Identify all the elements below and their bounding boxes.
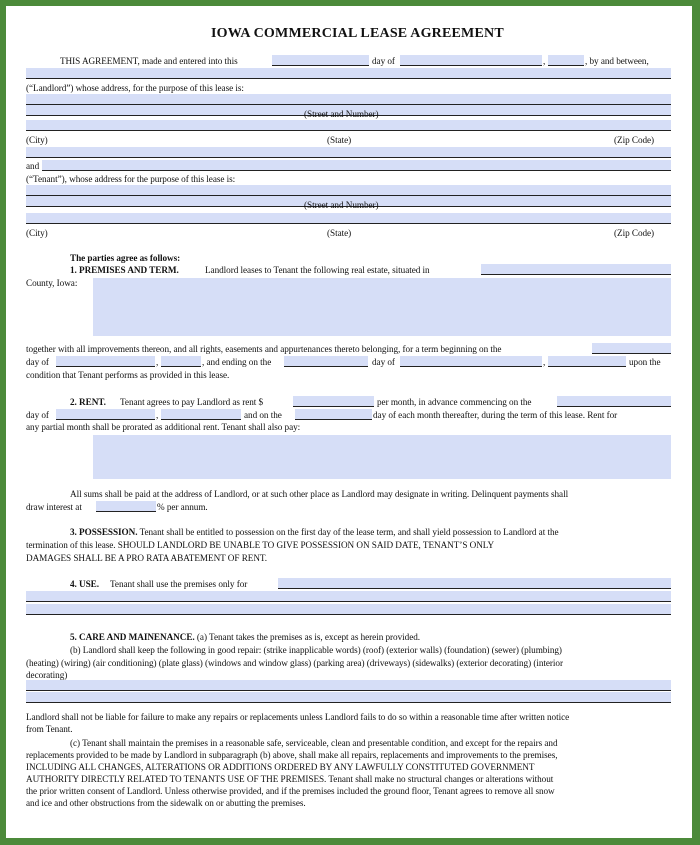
use-line-3-field[interactable] <box>26 604 671 615</box>
tenant-city-state-zip-field[interactable] <box>26 213 671 224</box>
interest-label: draw interest at <box>26 502 82 512</box>
section-4-heading: 4. USE. <box>70 579 100 589</box>
rent-each-month: day of each month thereafter, during the term of this lease. Rent for <box>373 410 618 420</box>
intro-day-of: day of <box>372 56 395 66</box>
repair-line-1-field[interactable] <box>26 680 671 691</box>
section-5-a-text: (a) Tenant takes the premises as is, except as herein provided. <box>196 632 421 642</box>
section-1-text: Landlord leases to Tenant the following real estate, situated in <box>205 265 430 275</box>
landlord-extra-field[interactable] <box>26 147 671 158</box>
section-5-c-line-4: AUTHORITY DIRECTLY RELATED TO TENANTS USE OF THE PREMISES. Tenant shall make no structural changes or alterations without <box>26 774 554 784</box>
landlord-zip-label: (Zip Code) <box>614 135 655 145</box>
landlord-city-state-zip-field[interactable] <box>26 120 671 131</box>
term-comma: , <box>156 357 159 367</box>
landlord-name-field[interactable] <box>26 68 671 79</box>
term-begin-day-of: day of <box>26 357 49 367</box>
section-1-heading: 1. PREMISES AND TERM. <box>70 265 179 275</box>
landlord-street-label: (Street and Number) <box>304 109 379 119</box>
county-field[interactable] <box>481 264 671 275</box>
rent-day-of: day of <box>26 410 49 420</box>
section-5-b-line-1: (b) Landlord shall keep the following in good repair: (strike inapplicable words) (roof) (exterior walls) (foundation) (sewer) (plumbing) <box>70 645 562 655</box>
tenant-state-label: (State) <box>327 228 352 238</box>
section-5-c-line-5: the prior written consent of Landlord. Unless otherwise provided, and if the premises included the ground floor, Tenant agrees to remove all snow <box>26 786 555 796</box>
rent-comma: , <box>156 410 159 420</box>
tenant-address-line-field[interactable] <box>26 185 671 196</box>
landlord-city-label: (City) <box>26 135 48 145</box>
term-upon-the: upon the <box>629 357 661 367</box>
section-1-improvements: together with all improvements thereon, and all rights, easements and appurtenances thereto belonging, for a term beginning on the <box>26 344 502 354</box>
parties-heading: The parties agree as follows: <box>70 253 181 263</box>
premises-description-field[interactable] <box>93 278 671 336</box>
term-begin-year-field[interactable] <box>161 356 201 367</box>
agreement-month-field[interactable] <box>400 55 542 66</box>
use-text: Tenant shall use the premises only for <box>110 579 248 589</box>
section-3-line-3: DAMAGES SHALL BE A PRO RATA ABATEMENT OF RENT. <box>26 553 268 563</box>
term-begin-day-field[interactable] <box>592 343 671 354</box>
agreement-day-field[interactable] <box>272 55 369 66</box>
term-ending-label: , and ending on the <box>202 357 272 367</box>
tenant-address-label: (“Tenant”), whose address for the purpose of this lease is: <box>26 174 236 184</box>
intro-this-agreement: THIS AGREEMENT, made and entered into this <box>60 56 238 66</box>
tenant-zip-label: (Zip Code) <box>614 228 655 238</box>
liability-line-2: from Tenant. <box>26 724 73 734</box>
landlord-address-line-field[interactable] <box>26 94 671 105</box>
tenant-name-field[interactable] <box>42 160 671 171</box>
section-5-c-line-2: replacements provided to be made by Landlord in subparagraph (b) above, shall make all repairs, replacements and improvements to the premises, <box>26 750 558 760</box>
term-end-day-field[interactable] <box>284 356 368 367</box>
section-2-heading: 2. RENT. <box>70 397 106 407</box>
section-5-c-line-6: and ice and other obstructions from the sidewalk on or abutting the premises. <box>26 798 306 808</box>
county-iowa-label: County, Iowa: <box>26 278 78 288</box>
repair-line-2-field[interactable] <box>26 692 671 703</box>
section-3-line-2: termination of this lease. SHOULD LANDLORD BE UNABLE TO GIVE POSSESSION ON SAID DATE, TENANT’S ONLY <box>26 540 495 550</box>
landlord-address-label: (“Landlord”) whose address, for the purpose of this lease is: <box>26 83 244 93</box>
term-condition: condition that Tenant performs as provided in this lease. <box>26 370 230 380</box>
term-end-month-field[interactable] <box>400 356 542 367</box>
section-3-heading: 3. POSSESSION. <box>70 527 138 537</box>
section-5-line-a <box>70 631 420 643</box>
lease-document <box>6 6 692 838</box>
intro-by-and-between: , by and between, <box>585 56 649 66</box>
rent-start-day-field[interactable] <box>557 396 671 407</box>
intro-comma: , <box>543 56 546 66</box>
rent-text: Tenant agrees to pay Landlord as rent $ <box>120 397 264 407</box>
per-annum-label: % per annum. <box>157 502 208 512</box>
section-5-c-line-1: (c) Tenant shall maintain the premises in a reasonable safe, serviceable, clean and presentable condition, and except for the repairs and <box>70 738 558 748</box>
and-label: and <box>26 161 40 171</box>
term-begin-month-field[interactable] <box>56 356 155 367</box>
landlord-state-label: (State) <box>327 135 352 145</box>
liability-line-1: Landlord shall not be liable for failure to make any repairs or replacements unless Landlord fails to do so within a reasonable time after written notice <box>26 712 570 722</box>
rent-and-on: and on the <box>244 410 282 420</box>
section-5-heading: 5. CARE AND MAINENANCE. <box>70 632 195 642</box>
use-purpose-field[interactable] <box>278 578 671 589</box>
sums-paid-text: All sums shall be paid at the address of Landlord, or at such other place as Landlord may designate in writing. Delinquent payments shall <box>70 489 569 499</box>
rent-start-year-field[interactable] <box>161 409 241 420</box>
section-3-line-1 <box>70 526 559 538</box>
tenant-city-label: (City) <box>26 228 48 238</box>
rent-amount-field[interactable] <box>293 396 374 407</box>
term-end-year-field[interactable] <box>548 356 626 367</box>
interest-rate-field[interactable] <box>96 501 156 512</box>
term-end-day-of: day of <box>372 357 395 367</box>
section-3-text: Tenant shall be entitled to possession on the first day of the lease term, and shall yield possession to Landlord at the <box>139 527 559 537</box>
rent-start-month-field[interactable] <box>56 409 155 420</box>
term-end-comma: , <box>543 357 546 367</box>
section-5-c-line-3: INCLUDING ALL CHANGES, ALTERATIONS OR ADDITIONS ORDERED BY ANY LAWFULLY CONSTITUTED GOVERNMENT <box>26 762 535 772</box>
document-title: IOWA COMMERCIAL LEASE AGREEMENT <box>211 26 504 41</box>
rent-per-month: per month, in advance commencing on the <box>377 397 532 407</box>
page-border <box>6 6 692 838</box>
rent-partial-month: any partial month shall be prorated as additional rent. Tenant shall also pay: <box>26 422 301 432</box>
agreement-year-field[interactable] <box>548 55 584 66</box>
additional-payments-field[interactable] <box>93 435 671 479</box>
section-5-b-line-3: decorating) <box>26 670 68 680</box>
section-5-b-line-2: (heating) (wiring) (air conditioning) (plate glass) (windows and window glass) (parking area) (driveways) (sidewalks) (exterior decorating) (interior <box>26 658 563 668</box>
tenant-street-label: (Street and Number) <box>304 200 379 210</box>
use-line-2-field[interactable] <box>26 591 671 602</box>
rent-due-day-field[interactable] <box>295 409 372 420</box>
